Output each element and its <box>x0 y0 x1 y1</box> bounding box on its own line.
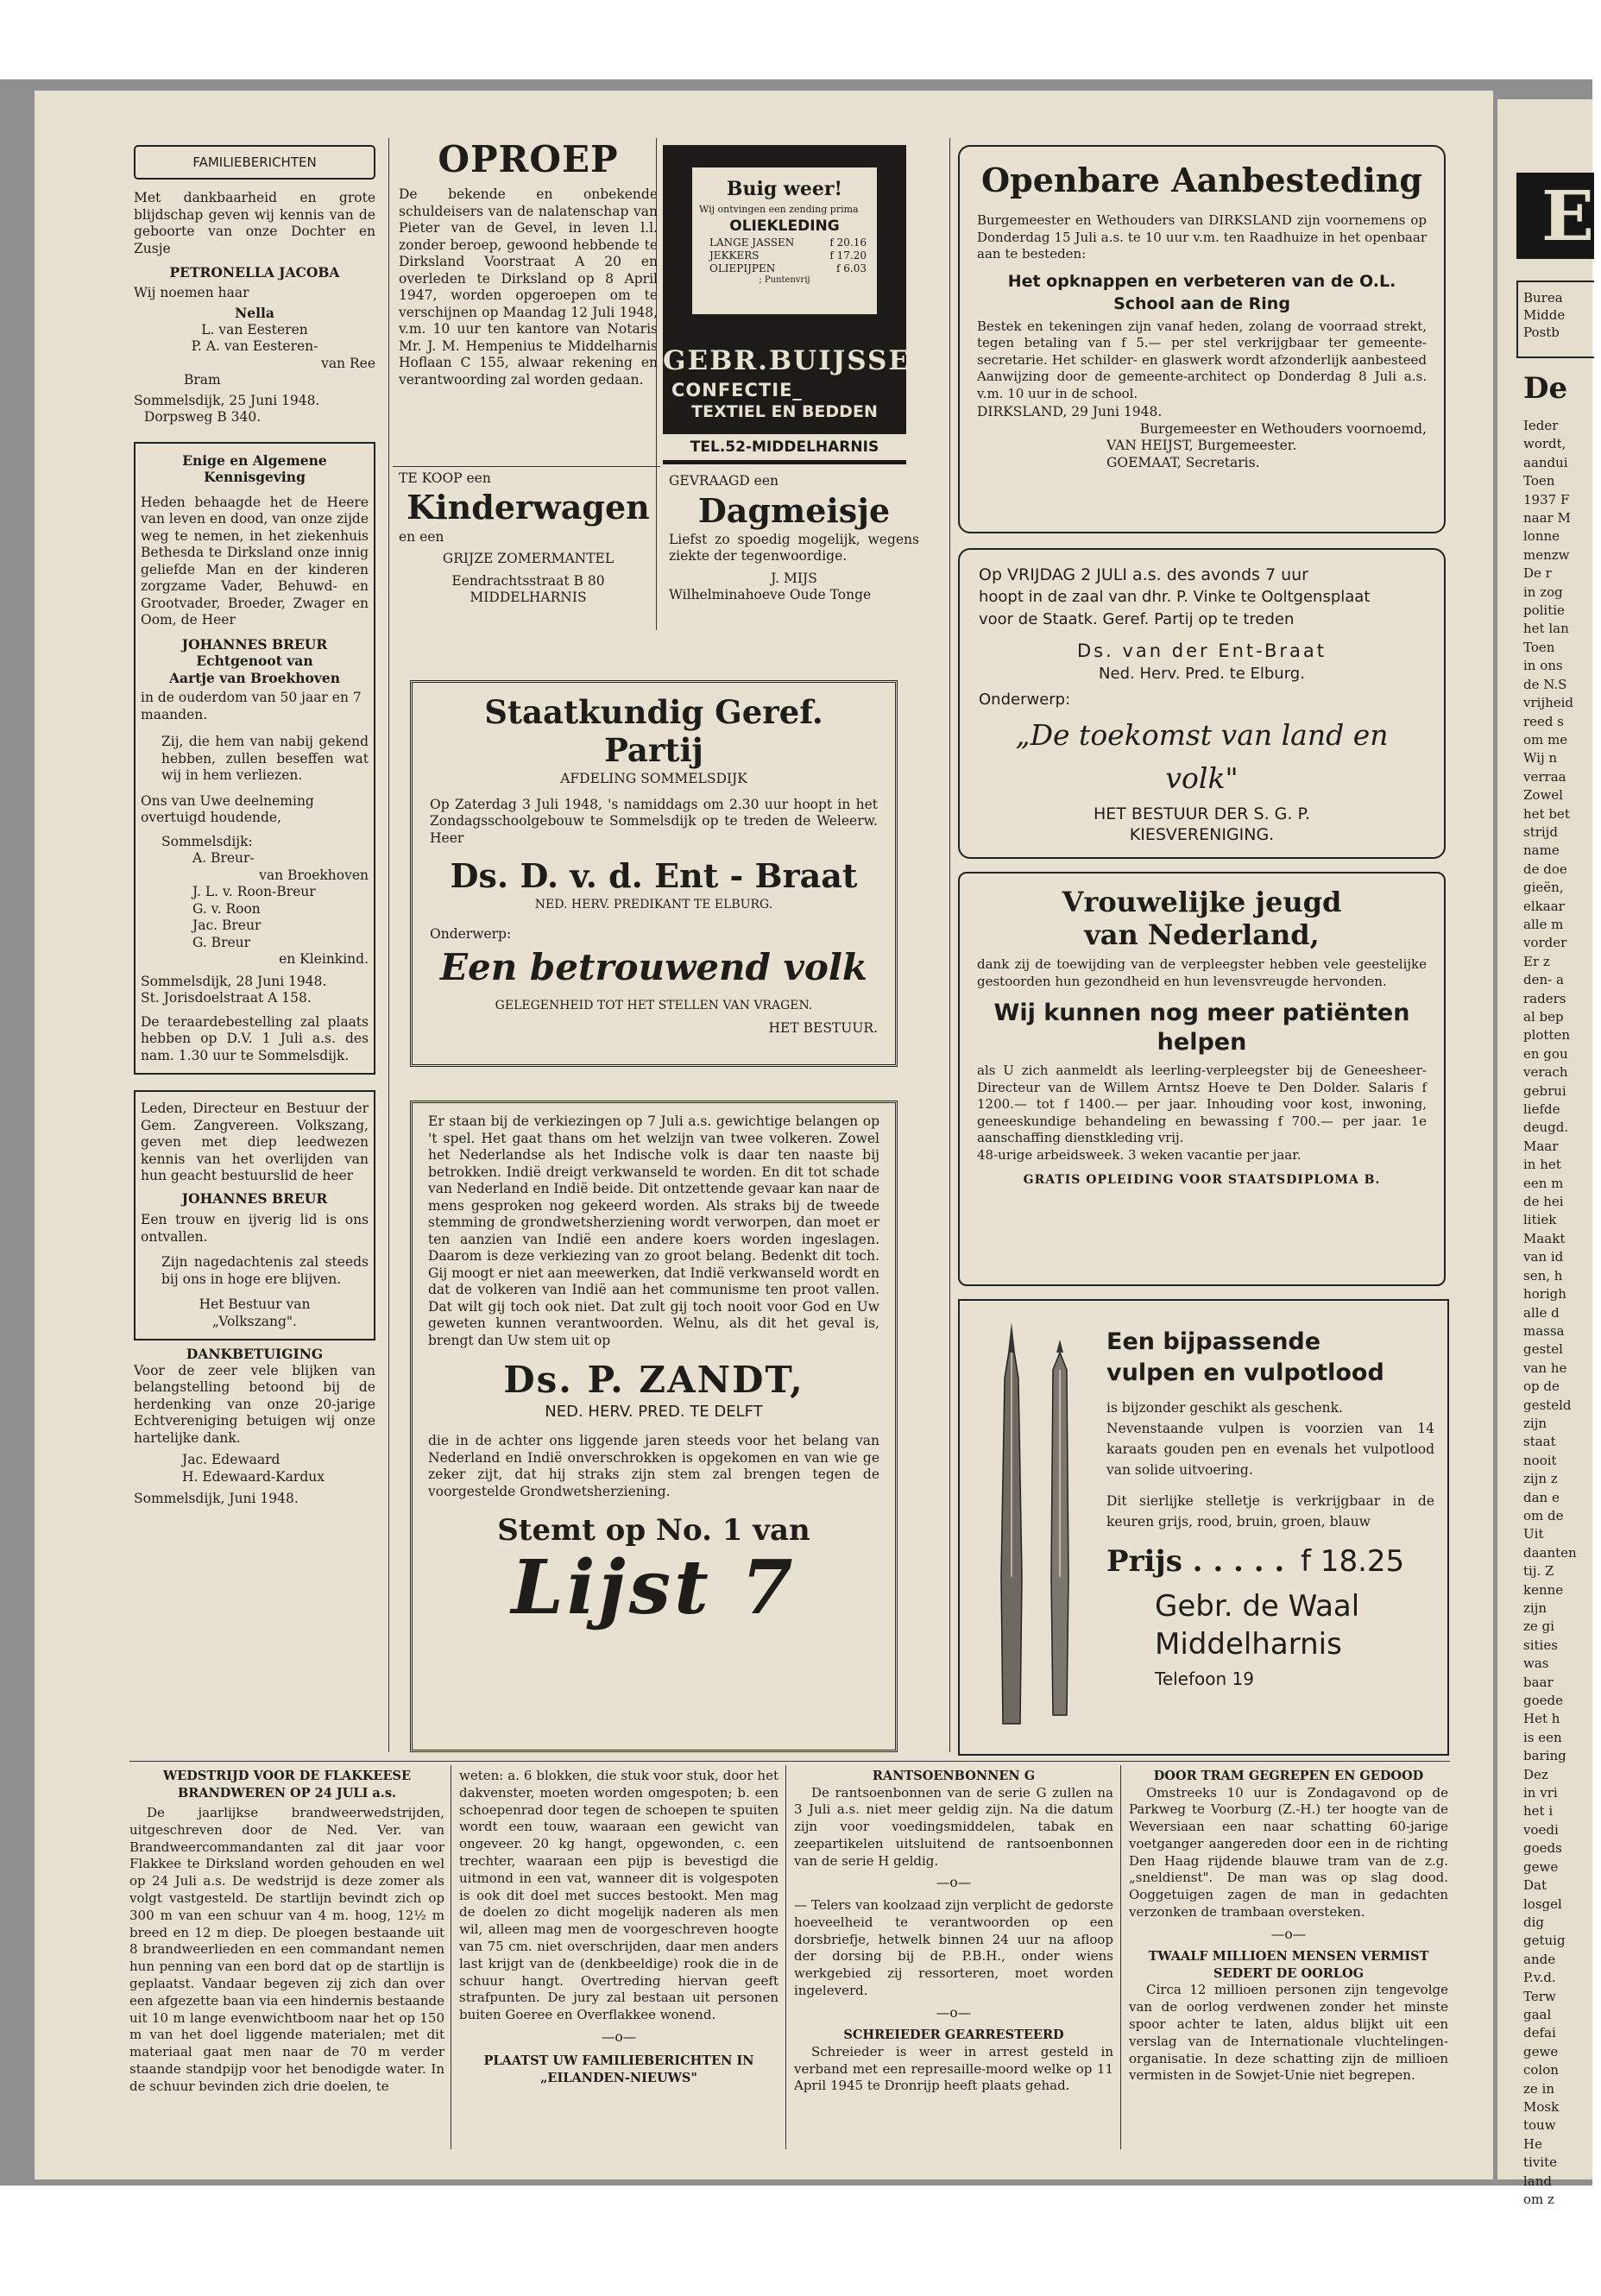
edge-text-line: kenne <box>1523 1581 1564 1598</box>
edge-text-line: gebrui <box>1523 1082 1566 1099</box>
edge-text-line: de N.S <box>1523 676 1567 692</box>
edge-text-line: zijn z <box>1523 1471 1558 1487</box>
family-member: G. Breur <box>192 934 251 950</box>
edge-text-line: De r <box>1523 565 1552 582</box>
vrijdag-subject-label: Onderwerp: <box>979 691 1071 709</box>
edge-text-line: gestel <box>1523 1341 1563 1358</box>
vrijdag-meeting-ad <box>958 548 1446 859</box>
kinderwagen-and: en een <box>399 528 444 545</box>
edge-text-line: Toen <box>1523 639 1555 655</box>
family-member: Jac. Breur <box>192 918 262 933</box>
vrijdag-line-1: Op VRIJDAG 2 JULI a.s. des avonds 7 uur <box>979 565 1308 584</box>
vulpen-text <box>1106 1327 1434 1691</box>
edge-text-line: van id <box>1523 1249 1564 1265</box>
verkiezing-body-2: die in de achter ons liggende jaren steeds voor het belang van Nederland en Indië onverschrokken is opgekomen en van wie ge zeker zijt, dat hij straks zijn stem zal brengen tegen de voorgestelde Grondwetsherziening. <box>428 1433 879 1499</box>
edge-text-line: touw <box>1523 2117 1556 2134</box>
sgp-body: Op Zaterdag 3 Juli 1948, 's namiddags om 2.30 uur hoopt in het Zondagsschoolgebouw te Sommelsdijk op te treden de Weleerw. Heer <box>430 796 878 846</box>
edge-text-line: de doe <box>1523 861 1567 877</box>
edge-text-line: nooit <box>1523 1452 1557 1468</box>
edge-text-line: reed s <box>1523 713 1564 729</box>
dagmeisje-body: Liefst zo spoedig mogelijk, wegens ziekte der tegenwoordige. <box>669 531 919 564</box>
edge-text-line: verraa <box>1523 768 1566 785</box>
column-rule <box>949 138 950 1752</box>
edge-text-line: vorder <box>1523 935 1567 951</box>
edge-text-line: Toen <box>1523 473 1555 489</box>
birth-parent-2b: van Ree <box>321 355 375 371</box>
buijsse-points: ; Puntenvrij <box>759 275 810 285</box>
edge-text-line: liefde <box>1523 1101 1560 1118</box>
edge-text-line: 1937 F <box>1523 491 1570 508</box>
edge-text-line: tij. Z <box>1523 1563 1554 1580</box>
family-member: J. L. v. Roon-Breur <box>192 884 316 899</box>
death-notice-title-1: Enige en Algemene <box>182 451 327 469</box>
oproep-notice <box>399 138 658 388</box>
schreieder-title: SCHREIEDER GEARRESTEERD <box>843 2028 1064 2043</box>
vulpen-price: f 18.25 <box>1301 1544 1405 1579</box>
edge-text-line: gesteld <box>1523 1397 1572 1413</box>
edge-text-line: het bet <box>1523 805 1570 822</box>
news-column-1 <box>129 1768 444 2096</box>
sgp-title: Staatkundig Geref. Partij <box>484 693 823 769</box>
edge-text-line: baring <box>1523 1748 1566 1764</box>
mourning-text: Ons van Uwe deelneming overtuigd houdende, <box>141 792 314 825</box>
buijsse-inner-panel <box>692 167 877 314</box>
aanbesteding-date: DIRKSLAND, 29 Juni 1948. <box>977 404 1163 419</box>
edge-text-line: alle m <box>1523 916 1564 932</box>
death-notice <box>134 442 375 1075</box>
thanks-sign-1: Jac. Edewaard <box>182 1452 280 1467</box>
vulpen-price-label: Prijs . . . . . <box>1106 1544 1285 1579</box>
edge-text-line: op de <box>1523 1378 1560 1395</box>
vulpen-title-2: vulpen en vulpotlood <box>1106 1359 1384 1386</box>
edge-text-line: name <box>1523 842 1560 859</box>
kinderwagen-item: GRIJZE ZOMERMANTEL <box>442 551 615 566</box>
edge-text-line: de hei <box>1523 1194 1564 1210</box>
edge-text-line: baar <box>1523 1674 1554 1690</box>
koolzaad-body: — Telers van koolzaad zijn verplicht de gedorste hoeveelheid te verantwoorden op een dorsbriefje, hetwelk binnen 24 uur na afloop der dorsing bij de P.B.H., onder wiens werkgebied zij ressorteren, moet worden ingeleverd. <box>794 1896 1113 1998</box>
buijsse-brand: GEBR.BUIJSSE <box>663 345 911 376</box>
buijsse-item-name: LANGE JASSEN <box>709 237 795 249</box>
vulpen-ad <box>958 1299 1449 1756</box>
vrijdag-speaker: Ds. van der Ent-Braat <box>1077 640 1327 661</box>
death-address: St. Jorisdoelstraat A 158. <box>141 990 312 1006</box>
birth-parent-2: P. A. van Eesteren- <box>191 338 318 354</box>
edge-text-line: Dez <box>1523 1766 1548 1782</box>
verkiezing-body: Er staan bij de verkiezingen op 7 Juli a.s. gewichtige belangen op 't spel. Het gaat thans om het welzijn van twee volkeren. Zowel het Nederlandse als het Indische volk is daar ten naaste bij betrokken. Indië dreigt verkwanseld te worden. En dit tot schade van Nederland en Indië beide. Dit ontzettende gevaar kan naar de mens gesproken nog gekeerd worden. Als straks bij de tweede stemming de grondwetsherziening wordt verworpen, dan moet er ten aanzien van Indië een andere koers worden ingeslagen. Daarom is deze verkiezing van zo groot belang. Bedenkt dit toch. Gij moogt er niet aan meewerken, dat Indië verkwanseld wordt en dat de volkeren van Indië aan het communisme ten proot vallen. Dat wilt gij toch ook niet. Dat zult gij toch nooit voor God en Uw geweten kunnen verantwoorden. Welnu, als dit het geval is, brengt dan Uw stem uit op <box>428 1113 879 1348</box>
spouse-line-1: Echtgenoot van <box>196 653 313 669</box>
wedstrijd-body: De jaarlijkse brandweerwedstrijden, uitgeschreven door de Ned. Ver. van Brandweercommandanten zal dit jaar voor Flakkee te Dirksland worden gehouden en wel op 24 Juli a.s. De wedstrijd is deze zomer als volgt vastgesteld. De startlijn bevindt zich op 300 m van een schuur van 4 m. hoog, 12½ m breed en 12 m diep. De ploegen bestaande uit 8 brandweerlieden en een commandant nemen hun penning van een bord dat op de startlijn is geplaatst. Vandaar begeven zij zich dan over een afgezette baan via een hindernis bestaande uit 10 m lange evenwichtboom naar het op 150 m van het doel liggende materialen; met dit materiaal gaat men naar de 70 m verder staande standpijp voor het benodigde water. In de schuur bevinden zich drie doelen, te <box>129 1805 444 2094</box>
separator: —o— <box>601 2028 637 2045</box>
edge-text-line: getuig <box>1523 1933 1566 1949</box>
buijsse-price-row <box>709 237 867 249</box>
choir-praise: Een trouw en ijverig lid is ons ontvallen. <box>141 1212 369 1245</box>
kinderwagen-title: Kinderwagen <box>407 487 650 527</box>
plaatst-notice: PLAATST UW FAMILIEBERICHTEN IN „EILANDEN-NIEUWS" <box>483 2053 754 2085</box>
edge-text-line: goede <box>1523 1693 1563 1709</box>
edge-text-line: aandui <box>1523 454 1568 470</box>
wedstrijd-title: WEDSTRIJD VOOR DE FLAKKEESE BRANDWEREN OP 24 JULI a.s. <box>162 1769 412 1801</box>
news-divider <box>129 1761 1450 1762</box>
vrijdag-speaker-sub: Ned. Herv. Pred. te Elburg. <box>1099 665 1305 683</box>
dagmeisje-title: Dagmeisje <box>697 490 891 530</box>
edge-text-line: zijn <box>1523 1600 1547 1616</box>
edge-text-line: Terw <box>1523 1988 1556 2004</box>
vulpen-shop-2: Middelharnis <box>1155 1627 1342 1662</box>
buijsse-ad <box>663 145 911 464</box>
buijsse-line2: CONFECTIE_ <box>671 380 803 401</box>
sgp-meeting-ad <box>410 680 898 1067</box>
edge-text-line: om me <box>1523 731 1568 747</box>
birth-name: PETRONELLA JACOBA <box>169 264 340 281</box>
aanbesteding-sign-2: VAN HEIJST, Burgemeester. <box>1106 438 1297 453</box>
dagmeisje-name: J. MIJS <box>771 570 817 586</box>
edge-text-line: in vri <box>1523 1785 1558 1801</box>
edge-text-line: gieën, <box>1523 880 1564 896</box>
edge-heading: De <box>1523 371 1568 406</box>
column-rule <box>1120 1765 1121 2149</box>
edge-text-line: colon <box>1523 2062 1559 2078</box>
edge-box: Burea Midde Postb <box>1516 281 1594 358</box>
edge-text-line: Dat <box>1523 1877 1547 1894</box>
buijsse-price-list <box>692 235 877 275</box>
edge-text-line: strijd <box>1523 823 1558 840</box>
aanbesteding-sign-1: Burgemeester en Wethouders voornoemd, <box>1139 420 1427 437</box>
choir-sign-2: „Volkszang". <box>212 1313 297 1329</box>
sgp-subject: Een betrouwend volk <box>440 946 867 988</box>
aanbesteding-title: Openbare Aanbesteding <box>981 161 1422 199</box>
vulpen-illustration <box>977 1318 1098 1732</box>
edge-text-line: Uit <box>1523 1526 1544 1542</box>
aanbesteding-body: Bestek en tekeningen zijn vanaf heden, zolang de voorraad strekt, tegen betaling van f 5.— per stel verkrijgbaar ter gemeente-secretarie. Het schilder- en glaswerk wordt afzonderlijk aanbesteed Aanwijzing door de gemeente-architect op Donderdag 8 Juli a.s. v.m. 10 uur in de school. <box>977 318 1427 401</box>
news-column-4 <box>1129 1768 1448 2085</box>
edge-text-line: daanten <box>1523 1544 1577 1561</box>
edge-text-line: plotten <box>1523 1027 1571 1044</box>
separator: —o— <box>1270 1926 1307 1942</box>
sgp-subtitle: AFDELING SOMMELSDIJK <box>560 771 747 786</box>
sgp-subject-label: Onderwerp: <box>430 925 512 942</box>
news-column-3 <box>794 1768 1113 2095</box>
choir-sign-1: Het Bestuur van <box>199 1296 311 1312</box>
sgp-sign: HET BESTUUR. <box>768 1019 878 1036</box>
vulpen-shop-1: Gebr. de Waal <box>1155 1589 1360 1624</box>
buijsse-item-price: f 20.16 <box>829 237 867 249</box>
vulpen-title-1: Een bijpassende <box>1106 1328 1321 1355</box>
edge-text-line: massa <box>1523 1322 1565 1339</box>
birth-address: Dorpsweg B 340. <box>144 409 262 425</box>
kinderwagen-town: MIDDELHARNIS <box>470 590 587 605</box>
edge-text-line: goeds <box>1523 1840 1562 1857</box>
tram-title: DOOR TRAM GEGREPEN EN GEDOOD <box>1153 1769 1424 1783</box>
edge-text-line: losgel <box>1523 1895 1562 1912</box>
aanbesteding-work: Het opknappen en verbeteren van de O.L. School aan de Ring <box>1007 271 1396 313</box>
buijsse-product: OLIEKLEDING <box>729 218 840 235</box>
vrijdag-line-2: hoopt in de zaal van dhr. P. Vinke te Ooltgensplaat <box>979 588 1371 606</box>
edge-text-line: Ieder <box>1523 418 1559 433</box>
edge-text-line: al bep <box>1523 1009 1564 1025</box>
edge-text-line: raders <box>1523 990 1566 1006</box>
twaalf-title: TWAALF MILLIOEN MENSEN VERMIST SEDERT DE OORLOG <box>1148 1949 1429 1981</box>
familieberichten-header: FAMILIEBERICHTEN <box>134 145 375 180</box>
edge-text-line: voedi <box>1523 1821 1559 1838</box>
buijsse-item-name: JEKKERS <box>709 249 760 262</box>
familieberichten-column <box>134 145 375 1508</box>
thanks-sign-2: H. Edewaard-Kardux <box>182 1468 325 1485</box>
edge-text-line: verach <box>1523 1064 1568 1081</box>
comfort-text: Zij, die hem van nabij gekend hebben, zullen beseffen wat wij in hem verliezen. <box>161 734 369 783</box>
oproep-title: OPROEP <box>438 138 619 180</box>
verkiezing-candidate-sub: NED. HERV. PRED. TE DELFT <box>545 1403 763 1421</box>
edge-text-line: was <box>1523 1656 1549 1672</box>
edge-text-line: Maakt <box>1523 1230 1566 1246</box>
edge-text-line: gewe <box>1523 1858 1559 1875</box>
vulpen-body: Nevenstaande vulpen is voorzien van 14 karaats gouden pen en evenals het vulpotlood van solide uitvoering. <box>1106 1421 1434 1478</box>
edge-text-line: deugd. <box>1523 1120 1569 1136</box>
deceased-name: JOHANNES BREUR <box>181 635 328 653</box>
thanks-body: Voor de zeer vele blijken van belangstelling betoond bij de herdenking van onze 20-jarige Echtvereniging betuigen wij onze hartelijke dank. <box>134 1362 375 1446</box>
edge-text-line: Wij n <box>1523 750 1558 766</box>
verkiezing-list: Lijst 7 <box>511 1544 797 1631</box>
spouse-line-2: Aartje van Broekhoven <box>169 669 340 686</box>
edge-text-line: Er z <box>1523 953 1550 969</box>
aanbesteding-sign-3: GOEMAAT, Secretaris. <box>1106 454 1260 470</box>
choir-notice <box>134 1090 375 1340</box>
jeugd-title-2: van Nederland, <box>1084 918 1320 951</box>
buijsse-item-name: OLIEPIJPEN <box>709 262 776 274</box>
sgp-speaker-sub: NED. HERV. PREDIKANT TE ELBURG. <box>534 898 773 911</box>
edge-text-line: van he <box>1523 1359 1567 1376</box>
birth-called: Wij noemen haar <box>134 284 249 300</box>
kinderwagen-ad <box>399 470 658 607</box>
twaalf-body: Circa 12 millioen personen zijn tengevolge van de oorlog verdwenen zonder het minste spoor achter te laten, aldus blijkt uit een verslag van de Internationale vluchtelingen-organisatie. In deze schatting zijn de millioen vermisten in de Sowjet-Unie niet begrepen. <box>1129 1982 1448 2084</box>
edge-text-line: He <box>1523 2135 1542 2152</box>
edge-text-line: Mosk <box>1523 2098 1560 2115</box>
kinderwagen-address: Eendrachtsstraat B 80 <box>451 572 605 589</box>
buijsse-item-price: f 6.03 <box>836 262 867 274</box>
edge-text-line: defai <box>1523 2025 1556 2041</box>
edge-text-line: sen, h <box>1523 1267 1563 1284</box>
edge-text-line: gaal <box>1523 2006 1552 2022</box>
edge-text-line: het i <box>1523 1803 1554 1820</box>
dagmeisje-address: Wilhelminahoeve Oude Tonge <box>669 587 872 602</box>
edge-text-line: dig <box>1523 1914 1545 1930</box>
edge-text-line: P.v.d. <box>1523 1970 1556 1986</box>
tram-body: Omstreeks 10 uur is Zondagavond op de Parkweg te Voorburg (Z.-H.) ter hoogte van de Weversiaan een naar schatting 60-jarige voetganger aangereden door een in de richting Den Haag rijdende blauwe tram van de z.g. „sneldienst". De man was op slag dood. Ooggetuigen zagen de man in gedachten verzonken de trambaan oversteken. <box>1129 1784 1448 1921</box>
edge-text-line: menzw <box>1523 546 1570 563</box>
buijsse-slogan: Buig weer! <box>726 178 843 200</box>
edge-text-line: horigh <box>1523 1286 1566 1303</box>
edge-text-line: zijn <box>1523 1415 1547 1431</box>
choir-text: Leden, Directeur en Bestuur der Gem. Zangvereen. Volkszang, geven met diep leedwezen kennis van het overlijden van hun geacht bestuurslid de heer <box>141 1101 369 1183</box>
edge-text-line: Zowel <box>1523 787 1563 804</box>
edge-text-line: naar M <box>1523 510 1571 527</box>
vrijdag-line-3: voor de Staatk. Geref. Partij op te treden <box>979 610 1295 628</box>
choir-deceased: JOHANNES BREUR <box>181 1189 328 1207</box>
edge-text-line: tivite <box>1523 2154 1558 2171</box>
edge-text-line: het lan <box>1523 621 1569 637</box>
edge-text-line: in zog <box>1523 583 1563 600</box>
buijsse-tel: TEL.52-MIDDELHARNIS <box>663 434 906 460</box>
edge-text-line: Maar <box>1523 1138 1559 1154</box>
buijsse-price-row <box>709 262 867 275</box>
kinderwagen-intro: TE KOOP een <box>399 470 491 486</box>
rantsoen-title: RANTSOENBONNEN G <box>872 1769 1036 1783</box>
edge-text-line: om de <box>1523 1507 1564 1523</box>
jeugd-body-2: als U zich aanmeldt als leerling-verpleegster bij de Geneesheer-Directeur van de Willem Arntsz Hoeve te Den Dolder. Salaris f 1200.— tot f 1400.— per jaar. Inhouding voor kost, inwoning, geneeskundige behandeling en bewassing f 700.— per jaar. 1e aanschaffing dienstkleding vrij. <box>977 1063 1427 1145</box>
verkiezing-slogan: Stemt op No. 1 van <box>497 1513 810 1548</box>
jeugd-body: dank zij de toewijding van de verpleegster hebben vele geestelijke gestoorden hun gezondheid en hun levensvreugde hervonden. <box>977 956 1427 989</box>
verkiezing-candidate: Ds. P. ZANDT, <box>503 1359 804 1401</box>
death-notice-body: Heden behaagde het de Heere van leven en dood, van onze zijde weg te nemen, in het ziekenhuis Bethesda te Dirksland onze innig geliefde Man en der kinderen zorgzame Vader, Behuwd- en Grootvader, Broeder, Zwager en Oom, de Heer <box>141 494 369 628</box>
edge-text-line: lonne <box>1523 528 1560 545</box>
edge-text-line: is een <box>1523 1729 1562 1745</box>
verkiezing-ad <box>410 1101 898 1752</box>
vrijdag-sign-1: HET BESTUUR DER S. G. P. <box>1093 804 1311 823</box>
edge-text-line: elkaar <box>1523 898 1565 914</box>
verpleegster-ad <box>958 872 1446 1286</box>
fountain-pen-icon <box>1001 1322 1022 1724</box>
sgp-footer: GELEGENHEID TOT HET STELLEN VAN VRAGEN. <box>495 999 813 1012</box>
edge-text-line: land <box>1523 2173 1553 2189</box>
edge-text-line: in het <box>1523 1157 1561 1173</box>
vulpen-body-2: Dit sierlijke stelletje is verkrijgbaar in de keuren grijs, rood, bruin, groen, blauw <box>1106 1493 1434 1530</box>
edge-text-line: en gou <box>1523 1045 1568 1062</box>
schreieder-body: Schreieder is weer in arrest gesteld in verband met een represaille-moord welke op 11 April 1945 te Dronrijp heeft plaats gehad. <box>794 2043 1113 2094</box>
choir-memory: Zijn nagedachtenis zal steeds bij ons in hoge ere blijven. <box>161 1254 369 1287</box>
edge-text-line: vrijheid <box>1523 695 1574 711</box>
edge-text-line: ande <box>1523 1951 1556 1967</box>
jeugd-footer: GRATIS OPLEIDING VOOR STAATSDIPLOMA B. <box>1023 1173 1381 1187</box>
vulpen-gift: is bijzonder geschikt als geschenk. <box>1106 1400 1343 1416</box>
birth-intro: Met dankbaarheid en grote blijdschap geven wij kennis van de geboorte van onze Dochter en Zusje <box>134 190 375 256</box>
vrijdag-subject: „De toekomst van land en volk" <box>1015 718 1389 795</box>
death-place-date: Sommelsdijk, 28 Juni 1948. <box>141 973 327 989</box>
rantsoen-body: De rantsoenbonnen van de serie G zullen na 3 Juli a.s. niet meer geldig zijn. Na die datum zijn voor voedingsmiddelen, tabak en zeepartikelen uitsluitend de rantsoenbonnen van de serie H geldig. <box>794 1784 1113 1869</box>
buijsse-item-price: f 17.20 <box>829 249 867 262</box>
family-member: A. Breur- <box>192 850 255 866</box>
jeugd-call: Wij kunnen nog meer patiënten helpen <box>993 1000 1410 1056</box>
family-place: Sommelsdijk: <box>161 833 253 849</box>
thanks-title: DANKBETUIGING <box>186 1346 324 1362</box>
edge-text-line: politie <box>1523 602 1565 619</box>
birth-place-date: Sommelsdijk, 25 Juni 1948. <box>134 392 320 408</box>
pencil-icon <box>1051 1340 1068 1715</box>
edge-text-line: ze gi <box>1523 1618 1554 1635</box>
vulpen-price-row <box>1106 1542 1434 1580</box>
vulpen-tel: Telefoon 19 <box>1155 1668 1254 1689</box>
column-rule <box>656 138 657 630</box>
aanbesteding-intro: Burgemeester en Wethouders van DIRKSLAND zijn voornemens op Donderdag 15 Juli a.s. te 10 uur v.m. ten Raadhuize in het openbaar aan te besteden: <box>977 212 1427 262</box>
sgp-speaker: Ds. D. v. d. Ent - Braat <box>450 856 858 895</box>
dagmeisje-ad <box>669 473 919 604</box>
column-rule <box>785 1765 786 2149</box>
separator: —o— <box>936 2004 972 2021</box>
edge-text-line: Het h <box>1523 1711 1560 1727</box>
edge-text-line: staat <box>1523 1434 1556 1450</box>
death-notice-title-2: Kennisgeving <box>204 469 306 485</box>
column-rule <box>388 138 389 1752</box>
buijsse-intro: Wij ontvingen een zending prima <box>699 204 859 215</box>
edge-text-line: gewe <box>1523 2043 1559 2059</box>
aanbesteding-ad <box>958 145 1446 533</box>
birth-sibling: Bram <box>184 372 221 388</box>
vrijdag-sign-2: KIESVERENIGING. <box>1129 825 1275 844</box>
edge-text-line: dan e <box>1523 1489 1560 1505</box>
family-member: G. v. Roon <box>192 900 261 917</box>
birth-nickname: Nella <box>235 305 274 321</box>
edge-text-line: wordt, <box>1523 436 1566 452</box>
edge-text-line: in ons <box>1523 658 1563 674</box>
wedstrijd-body-cont: weten: a. 6 blokken, die stuk voor stuk, door het dakvenster, moeten worden omgespoten; b. een schoepenrad door tegen de schoepen te spuiten wordt een touw, waaraan een gewicht van ongeveer. 20 kg hangt, opgewonden, c. een trechter, waaraan een pijp is bevestigd die uitmond in een vat, wanneer dit is volgespoten is ook dit doel met succes bestookt. Men mag de doelen zo dicht mogelijk naderen als men wil, alleen mag men de voorgeschreven hoogte van 75 cm. niet overschrijden, daar men anders last krijgt van de (denkbeeldige) rook die in de schuur hangt. Overtreding hiervan geeft strafpunten. De jury zal bestaan uit personen buiten Goeree en Overflakkee wonend. <box>459 1768 778 2023</box>
edge-big-letter: E <box>1516 173 1594 259</box>
edge-text-column <box>1523 417 1601 2209</box>
birth-parent-1: L. van Eesteren <box>201 321 308 337</box>
divider <box>393 466 660 467</box>
jeugd-week: 48-urige arbeidsweek. 3 weken vacantie per jaar. <box>977 1146 1302 1163</box>
buijsse-price-row <box>709 249 867 262</box>
burial-info: De teraardebestelling zal plaats hebben op D.V. 1 Juli a.s. des nam. 1.30 uur te Sommelsdijk. <box>141 1013 369 1063</box>
dagmeisje-intro: GEVRAAGD een <box>669 473 779 489</box>
edge-text-line: om z <box>1523 2192 1554 2207</box>
next-page-edge <box>1497 99 1594 2207</box>
edge-text-line: een m <box>1523 1175 1564 1191</box>
jeugd-title-1: Vrouwelijke jeugd <box>1062 886 1342 918</box>
oproep-body: De bekende en onbekende schuldeisers van de nalatenschap van Pieter van de Gevel, in leven l.l. zonder beroep, gewoond hebbende te Dirksland Voorstraat A 20 en overleden te Dirksland op 8 April 1947, worden opgeroepen om te verschijnen op Maandag 12 Juli 1948, v.m. 10 uur ten kantore van Notaris Mr. J. M. Hempenius te Middelharnis Hoflaan C 155, alwaar rekening en verantwoording zal worden gedaan. <box>399 186 658 388</box>
thanks-place: Sommelsdijk, Juni 1948. <box>134 1491 299 1506</box>
edge-text-line: sities <box>1523 1637 1558 1653</box>
news-column-2 <box>459 1768 778 2086</box>
family-member: van Broekhoven <box>259 867 369 883</box>
edge-text-line: den- a <box>1523 972 1564 988</box>
edge-text-line: litiek <box>1523 1212 1557 1228</box>
deceased-age: in de ouderdom van 50 jaar en 7 maanden. <box>141 690 362 722</box>
family-member: en Kleinkind. <box>279 951 369 967</box>
edge-text-line: ze in <box>1523 2080 1555 2097</box>
buijsse-line3: TEXTIEL EN BEDDEN <box>691 402 878 421</box>
edge-text-line: alle d <box>1523 1304 1560 1321</box>
separator: —o— <box>936 1875 972 1891</box>
